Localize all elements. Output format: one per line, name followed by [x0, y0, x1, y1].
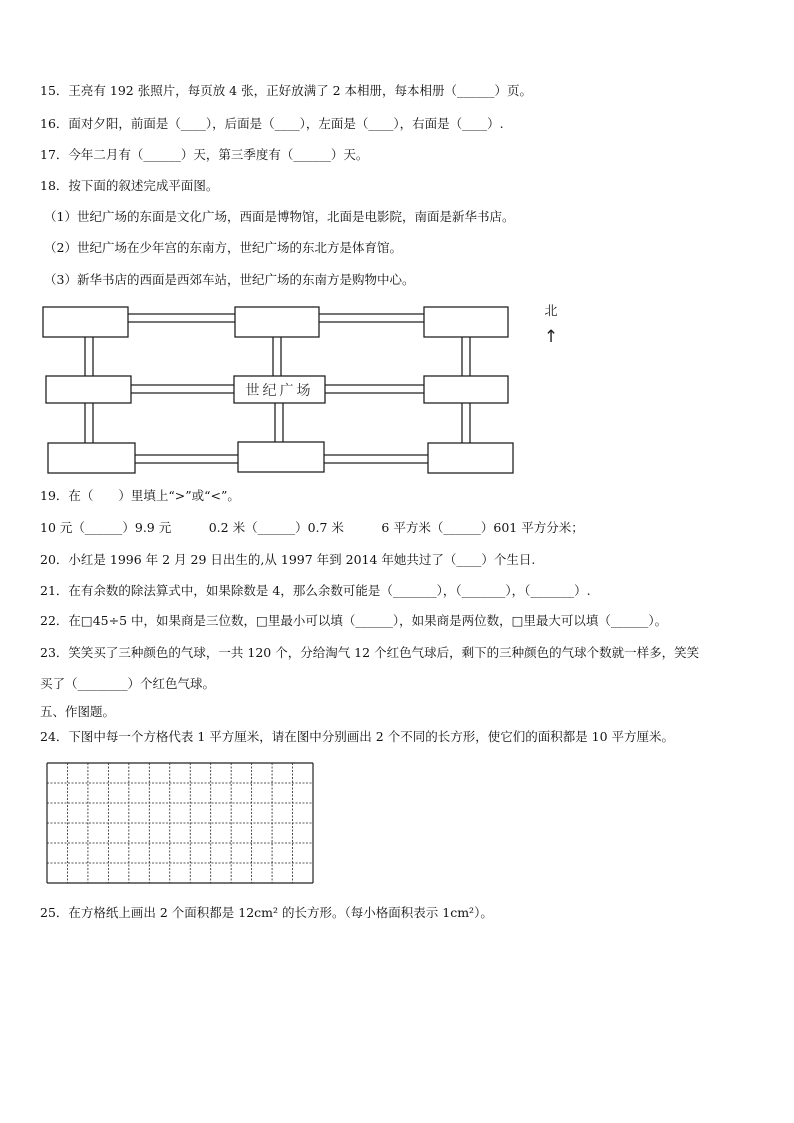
- north-arrow-icon: ↑: [543, 327, 559, 347]
- question-23-line-2: 买了（________）个红色气球。: [40, 676, 216, 691]
- box-east[interactable]: [424, 376, 508, 403]
- road-vert-right-upper: [462, 337, 470, 376]
- road-bottom-right: [324, 455, 428, 463]
- road-vert-mid-lower: [275, 403, 283, 442]
- question-18-clue-3: （3）新华书店的西面是西郊车站，世纪广场的东南方是购物中心。: [44, 272, 415, 287]
- box-south[interactable]: [238, 442, 324, 472]
- plan-map: [40, 300, 580, 480]
- question-18-clue-2: （2）世纪广场在少年宫的东南方，世纪广场的东北方是体育馆。: [44, 240, 402, 255]
- question-20: 20．小红是 1996 年 2 月 29 日出生的,从 1997 年到 2014 年她共过了（____）个生日.: [40, 552, 536, 567]
- north-label: 北: [544, 304, 558, 319]
- question-21: 21．在有余数的除法算式中，如果除数是 4，那么余数可能是（_______），（_______），（_______）.: [40, 583, 591, 598]
- road-mid-right: [325, 385, 424, 393]
- question-19: 19．在（ ）里填上“>”或“<”。: [40, 488, 240, 503]
- question-18-clue-1: （1）世纪广场的东面是文化广场，西面是博物馆，北面是电影院，南面是新华书店。: [44, 209, 515, 224]
- box-west[interactable]: [46, 376, 131, 403]
- road-vert-left-upper: [85, 337, 93, 376]
- question-16: 16．面对夕阳，前面是（____），后面是（____），左面是（____），右面是（____）.: [40, 116, 504, 131]
- question-25: 25．在方格纸上画出 2 个面积都是 12cm² 的长方形。（每小格面积表示 1cm²）。: [40, 905, 493, 920]
- question-15: 15．王亮有 192 张照片，每页放 4 张，正好放满了 2 本相册，每本相册（______）页。: [40, 83, 533, 98]
- road-top-left: [128, 314, 235, 322]
- question-22: 22．在□45÷5 中，如果商是三位数，□里最小可以填（______），如果商是两位数，□里最大可以填（______）。: [40, 613, 668, 628]
- box-southeast[interactable]: [428, 443, 513, 473]
- question-19-items: 10 元（______）9.9 元 0.2 米（______）0.7 米 6 平方米（______）601 平方分米；: [40, 520, 584, 535]
- road-vert-mid-upper: [273, 337, 281, 376]
- box-northeast[interactable]: [424, 307, 508, 337]
- question-24: 24．下图中每一个方格代表 1 平方厘米，请在图中分别画出 2 个不同的长方形，使它们的面积都是 10 平方厘米。: [40, 729, 675, 744]
- road-vert-left-lower: [85, 403, 93, 443]
- road-mid-left: [131, 385, 234, 393]
- road-top-right: [319, 314, 424, 322]
- square-grid[interactable]: [46, 762, 314, 884]
- road-bottom-left: [135, 455, 238, 463]
- box-northwest[interactable]: [43, 307, 128, 337]
- road-vert-right-lower: [462, 403, 470, 443]
- center-label: 世纪广场: [245, 383, 314, 399]
- box-southwest[interactable]: [48, 443, 135, 473]
- question-23-line-1: 23．笑笑买了三种颜色的气球，一共 120 个，分给淘气 12 个红色气球后，剩下的三种颜色的气球个数就一样多，笑笑: [40, 645, 700, 660]
- question-18: 18．按下面的叙述完成平面图。: [40, 178, 219, 193]
- question-17: 17．今年二月有（______）天，第三季度有（______）天。: [40, 147, 369, 162]
- box-north[interactable]: [235, 307, 319, 337]
- section-5-heading: 五、作图题。: [40, 704, 116, 719]
